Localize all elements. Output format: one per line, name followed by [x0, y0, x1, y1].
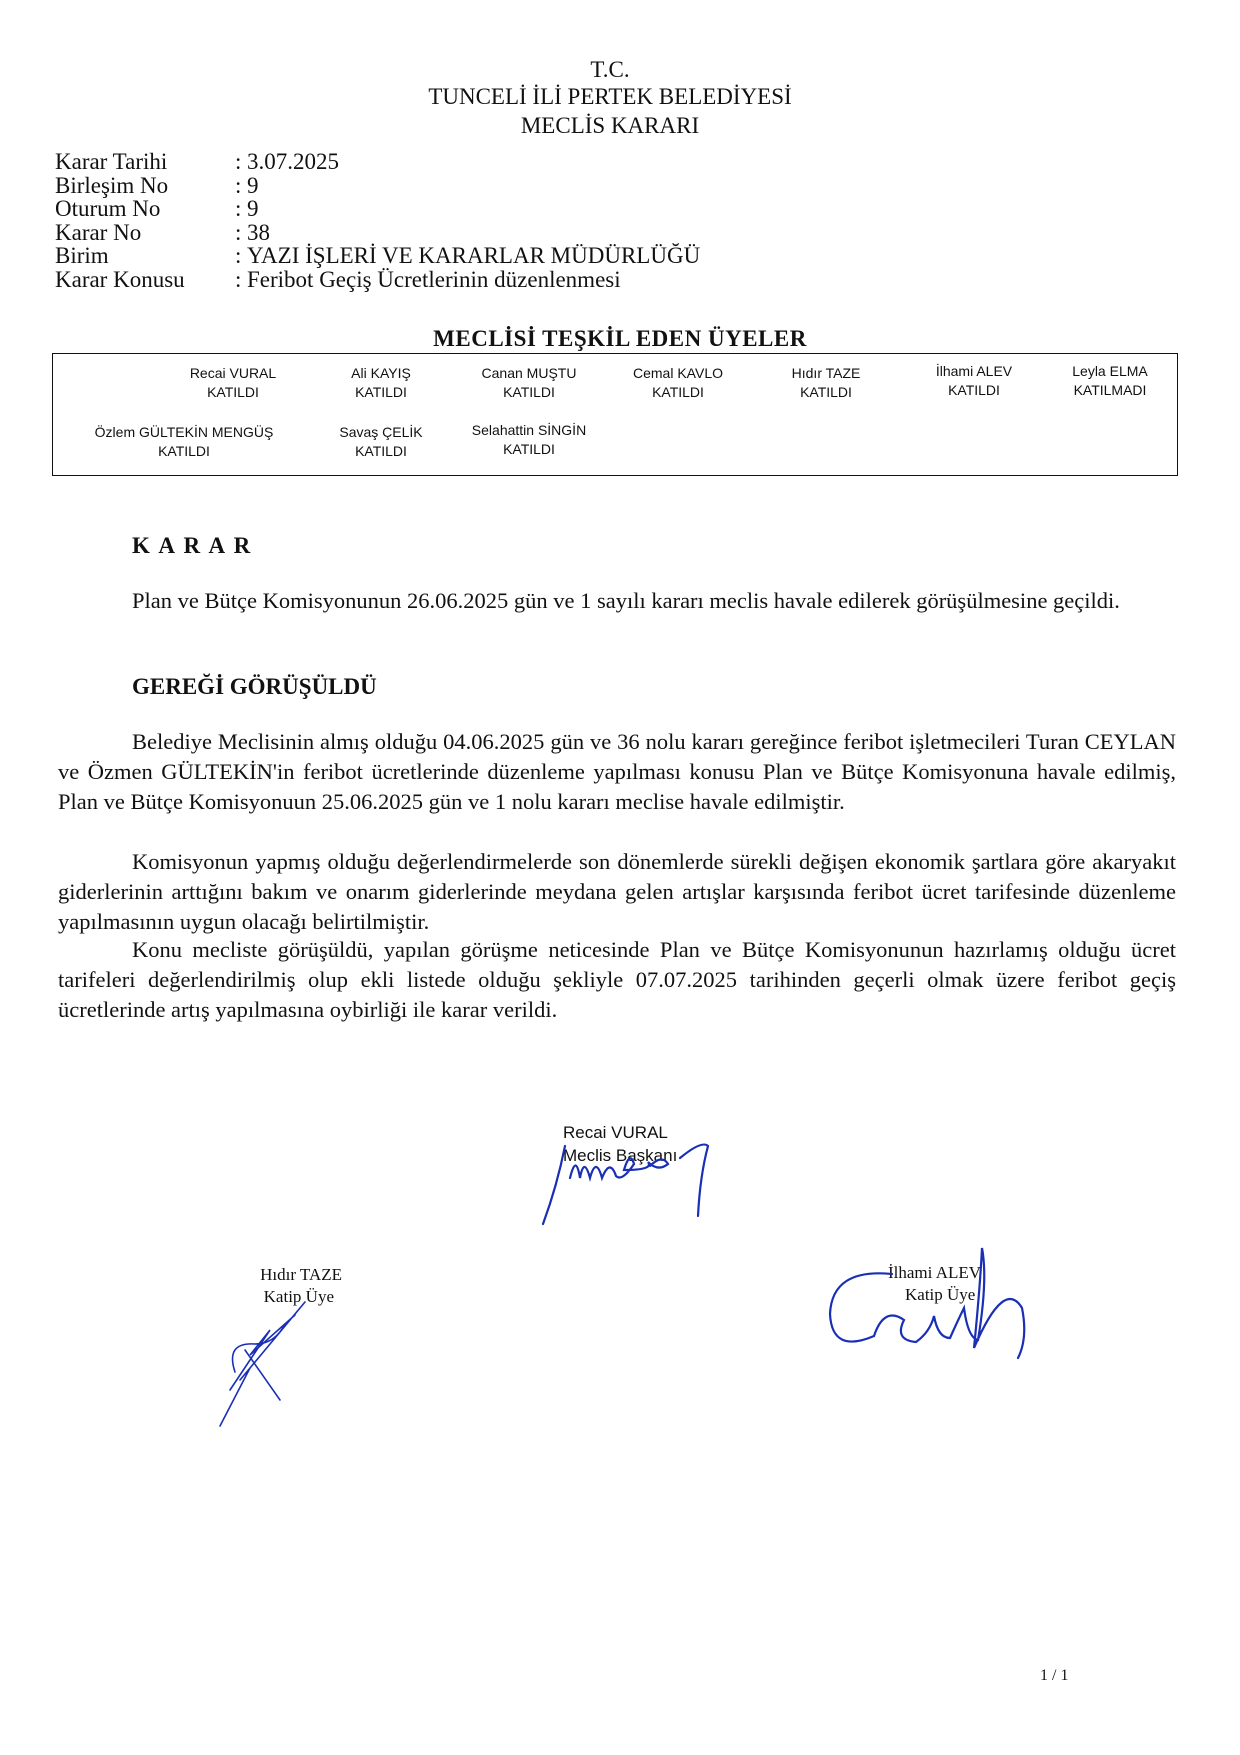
- meta-row: Karar Konusu : Feribot Geçiş Ücretlerinin düzenlenmesi: [55, 266, 621, 292]
- members-title: MECLİSİ TEŞKİL EDEN ÜYELER: [433, 326, 807, 351]
- right-signer-name: İlhami ALEV: [888, 1263, 982, 1282]
- member-name: Ali KAYIŞ: [351, 365, 411, 381]
- member-status: KATILDI: [503, 384, 555, 400]
- meta-value: 38: [247, 219, 270, 245]
- president-title: Meclis Başkanı: [563, 1146, 678, 1165]
- karar-title: K A R A R: [132, 533, 253, 558]
- member-entry: [296, 364, 466, 402]
- header-country: T.C.: [590, 57, 630, 82]
- president-signature-icon: [530, 1118, 790, 1228]
- member-name: İlhami ALEV: [935, 363, 1013, 379]
- member-entry: [86, 423, 282, 461]
- karar-text: Plan ve Bütçe Komisyonunun 26.06.2025 gün ve 1 sayılı kararı meclis havale edilerek görüşülmesine geçildi.: [132, 588, 1120, 613]
- member-name: Canan MUŞTU: [481, 365, 577, 381]
- member-status: KATILDI: [948, 382, 1000, 398]
- members-box: [52, 353, 1178, 476]
- meta-row: Karar No : 38: [55, 219, 270, 245]
- member-status: KATILDI: [207, 384, 259, 400]
- member-name: Cemal KAVLO: [633, 365, 723, 381]
- right-signer-title: Katip Üye: [905, 1285, 976, 1304]
- member-entry: [444, 421, 614, 459]
- decision-meta: [55, 150, 700, 291]
- meta-value: 3.07.2025: [247, 149, 339, 174]
- meta-value: 9: [247, 172, 259, 198]
- meta-label: Karar Tarihi: [55, 149, 168, 174]
- member-name: Hıdır TAZE: [791, 365, 861, 381]
- body-paragraph: Komisyonun yapmış olduğu değerlendirmelerde son dönemlerde sürekli değişen ekonomik şartlara göre akaryakıt giderlerinin arttığını bakım ve onarım giderlerinde meydana gelen artışlar karşısında feribot ücret tarifesinde düzenleme yapılmasının uygun olacağı belirtilmiştir.: [58, 849, 1176, 934]
- member-entry: [741, 364, 911, 402]
- member-name: Özlem GÜLTEKİN MENGÜŞ: [94, 424, 274, 440]
- meta-label: Birim: [55, 243, 109, 268]
- president-name: Recai VURAL: [563, 1123, 668, 1142]
- geregi-title: GEREĞİ GÖRÜŞÜLDÜ: [132, 674, 377, 699]
- meta-value: Feribot Geçiş Ücretlerinin düzenlenmesi: [247, 266, 621, 292]
- meta-label: Oturum No: [55, 196, 161, 221]
- member-status: KATILDI: [355, 443, 407, 459]
- meta-value: 9: [247, 196, 259, 221]
- meta-row: Birim : YAZI İŞLERİ VE KARARLAR MÜDÜRLÜĞÜ: [55, 243, 701, 268]
- body-paragraph: Belediye Meclisinin almış olduğu 04.06.2025 gün ve 36 nolu kararı gereğince feribot işletmecileri Turan CEYLAN ve Özmen GÜLTEKİN'in feribot ücretlerinde düzenleme yapılması konusu Plan ve Bütçe Komisyonuna havale edilmiş, Plan ve Bütçe Komisyonuun 25.06.2025 gün ve 1 nolu kararı meclise havale edilmiştir.: [58, 729, 1176, 814]
- member-status: KATILDI: [355, 384, 407, 400]
- left-signer-name: Hıdır TAZE: [260, 1265, 342, 1284]
- member-entry: [593, 364, 763, 402]
- member-entry: [444, 364, 614, 402]
- member-entry: [296, 423, 466, 461]
- meta-label: Birleşim No: [55, 172, 169, 198]
- meta-row: Oturum No : 9: [55, 196, 259, 221]
- member-name: Recai VURAL: [189, 365, 277, 381]
- member-status: KATILDI: [158, 443, 210, 459]
- meta-label: Karar Konusu: [55, 266, 185, 292]
- right-signature-icon: [812, 1236, 1072, 1366]
- member-status: KATILMADI: [1073, 382, 1147, 398]
- header-institution: TUNCELİ İLİ PERTEK BELEDİYESİ: [428, 84, 792, 109]
- member-status: KATILDI: [503, 441, 555, 457]
- member-status: KATILDI: [652, 384, 704, 400]
- member-name: Savaş ÇELİK: [339, 424, 423, 440]
- member-name: Selahattin SİNGİN: [471, 422, 587, 438]
- header-document-type: MECLİS KARARI: [520, 113, 700, 138]
- page-number: 1 / 1: [1040, 1667, 1069, 1684]
- member-status: KATILDI: [800, 384, 852, 400]
- meta-value: YAZI İŞLERİ VE KARARLAR MÜDÜRLÜĞÜ: [247, 243, 701, 268]
- meta-label: Karar No: [55, 219, 142, 245]
- meta-row: Birleşim No : 9: [55, 172, 259, 198]
- meta-row: Karar Tarihi : 3.07.2025: [55, 149, 339, 174]
- left-signature-icon: [210, 1290, 340, 1430]
- body-paragraph: Konu mecliste görüşüldü, yapılan görüşme neticesinde Plan ve Bütçe Komisyonunun hazırlamış olduğu ücret tarifeleri değerlendirilmiş olup ekli listede olduğu şekliyle 07.07.2025 tarihinden geçerli olmak üzere feribot geçiş ücretlerinde artış yapılmasına oybirliği ile karar verildi.: [58, 937, 1176, 1022]
- member-entry: [1025, 362, 1195, 400]
- left-signer-title: Katip Üye: [263, 1287, 334, 1306]
- member-name: Leyla ELMA: [1072, 363, 1148, 379]
- member-entry: [148, 364, 318, 402]
